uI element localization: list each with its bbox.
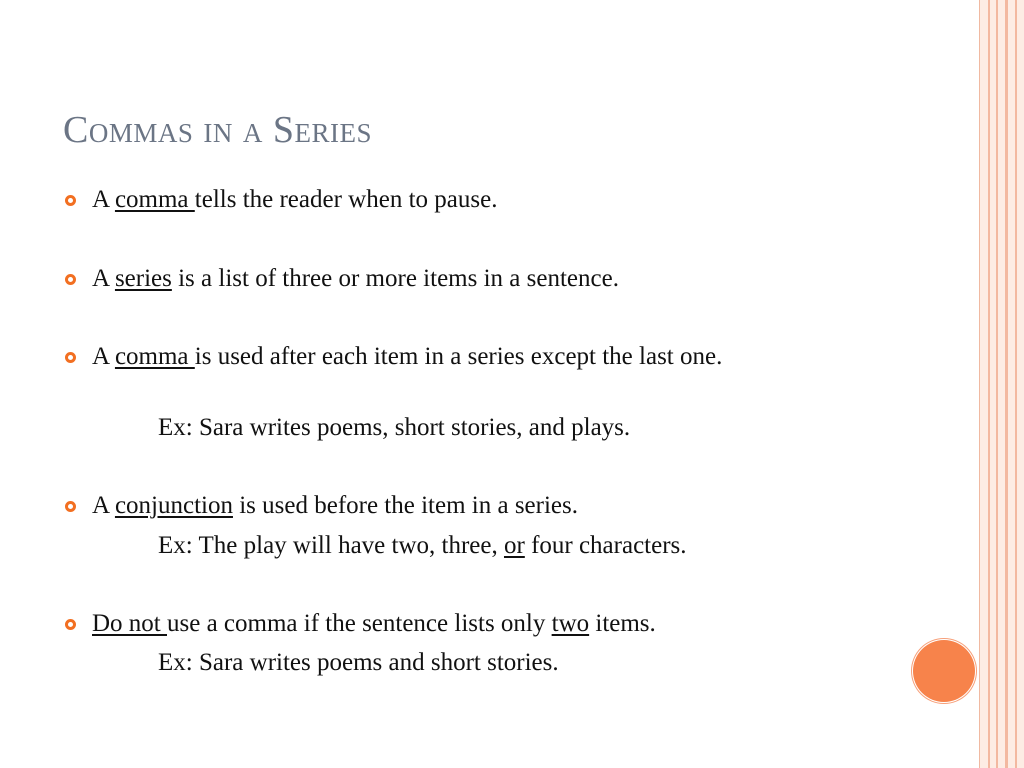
bullet-item [92, 263, 892, 294]
underlined-term: series [114, 265, 172, 292]
underlined-term: Do not [92, 610, 167, 637]
example-sentence: Ex: Sara writes poems and short stories. [158, 649, 559, 676]
underlined-term: comma [114, 343, 195, 370]
decorative-circle [913, 640, 975, 702]
bullet-item [92, 608, 892, 639]
bullet-circle-icon [65, 619, 76, 630]
example-sentence [158, 530, 687, 561]
bullet-item [92, 184, 892, 215]
bullet-text: is a list of three or more items in a sentence. [171, 265, 619, 292]
bullet-circle-icon [65, 274, 76, 285]
example-text: four characters. [524, 532, 687, 559]
frame-stripe [1015, 0, 1017, 768]
bullet-text: tells the reader when to pause. [194, 186, 498, 213]
bullet-text: items. [589, 610, 656, 637]
frame-stripe [988, 0, 990, 768]
bullet-text: A [92, 186, 115, 213]
bullet-circle-icon [65, 195, 76, 206]
frame-stripe [1005, 0, 1008, 768]
bullet-text: is used after each item in a series except the last one. [194, 343, 723, 370]
example-text: Ex: The play will have two, three, [158, 532, 504, 559]
underlined-term: conjunction [114, 492, 233, 519]
slide-title: Commas in a Series [63, 109, 372, 151]
bullet-item [92, 341, 872, 372]
bullet-circle-icon [65, 501, 76, 512]
bullet-text: use a comma if the sentence lists only [167, 610, 552, 637]
frame-stripe [996, 0, 998, 768]
bullet-circle-icon [65, 352, 76, 363]
bullet-text: A [92, 265, 115, 292]
example-sentence: Ex: Sara writes poems, short stories, and plays. [158, 414, 631, 441]
bullet-item [92, 490, 892, 521]
bullet-text: A [92, 492, 115, 519]
bullet-text: A [92, 343, 115, 370]
underlined-term: comma [114, 186, 195, 213]
underlined-term: two [551, 610, 590, 637]
bullet-text: is used before the item in a series. [232, 492, 579, 519]
underlined-term: or [503, 532, 525, 559]
